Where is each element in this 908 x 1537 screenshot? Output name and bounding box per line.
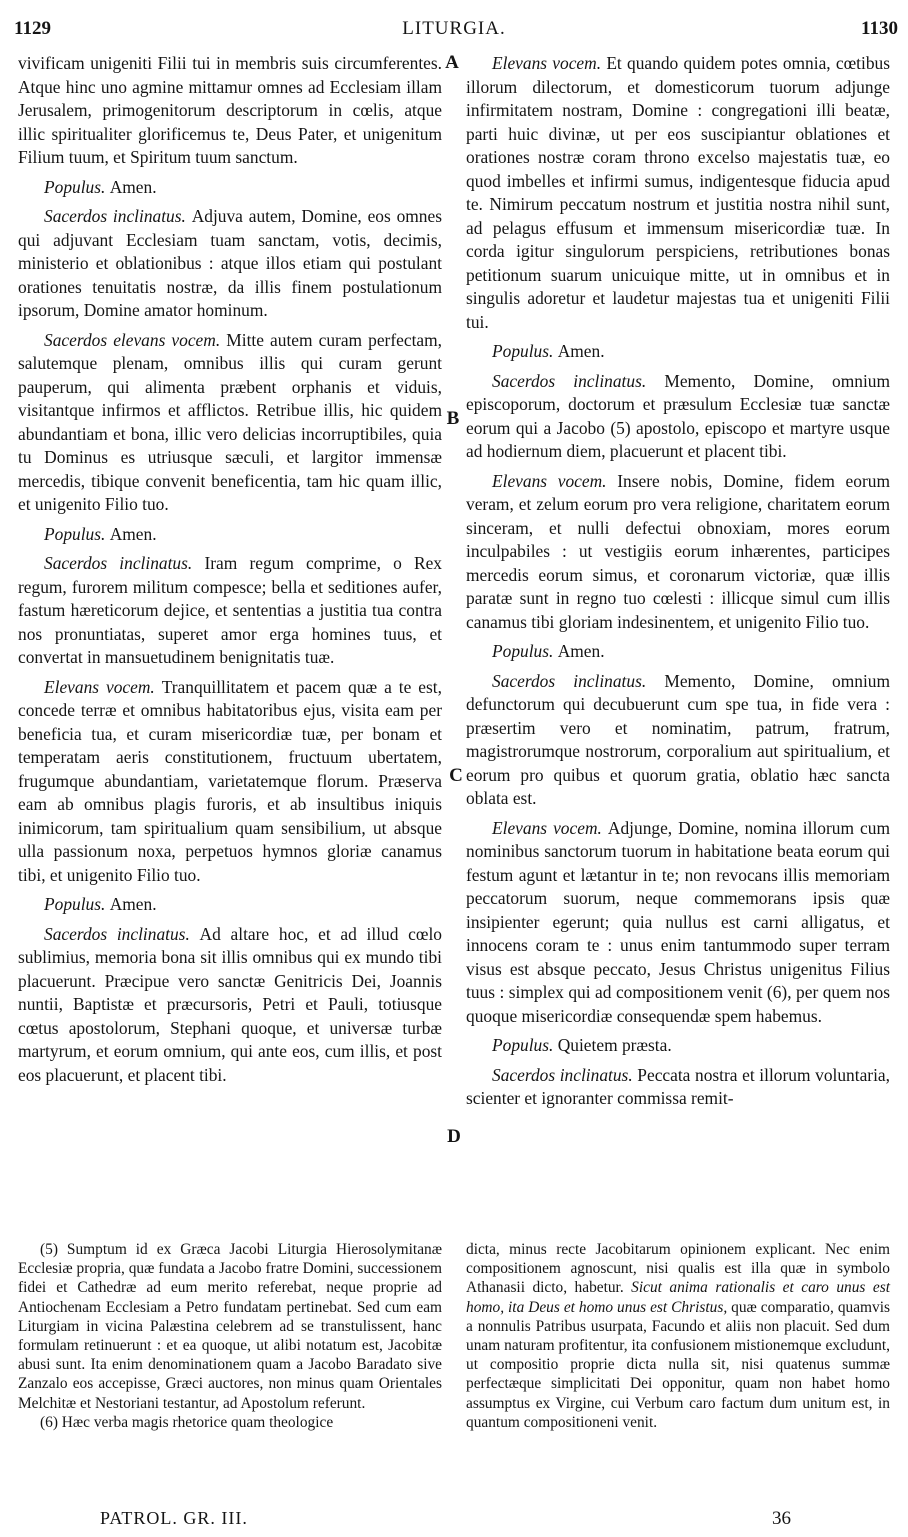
footnotes-right [466, 1240, 890, 1432]
page-number-left: 1129 [14, 18, 51, 39]
paragraph-text: Adjunge, Domine, nomina illorum cum nominibus sanctorum tuorum in habitatione beata eorum qui festum agunt et lætantur in te; non revocans illis memoriam peccatorum suorum, neque commemorans ipsis quæ insipienter egerunt; quia nullus est carni alligatus, et innocens coram te : unus enim tantummodo super terram visus est absque peccato, Jesus Christus unigenitus Filius tuus : simplex qui ad compositionem venit (6), per quem nos quoque misericordiæ consequendæ spem habemus. [466, 817, 890, 1026]
speaker: Populus. [44, 523, 106, 544]
footnote-text: quæ comparatio, quamvis a nonnulis Patribus usurpata, Facundo et aliis non placuit. Sed dum unam naturam profitentur, ita confusionem mistionemque excludunt, ut compositio proprie dicta nulla sit, nisi quatenus summæ perfectæque simplicitati Dei opponitur, quam non habet homo assumptus ex Virgine, cui Verbum caro factum dum unitum est, in quantum compositioneni venit. [466, 1298, 890, 1431]
margin-letter-d: D [447, 1126, 461, 1147]
paragraph [18, 329, 442, 517]
paragraph-text: Adjuva autem, Domine, eos omnes qui adjuvant Ecclesiam tuam sanctam, votis, decimis, ministerio et oblationibus : atque illos etiam qui postulant orationes tenuitatis nostræ, da illis finem postulationum ipsorum, Domine amator hominum. [18, 206, 442, 320]
speaker: Elevans vocem. [44, 676, 155, 697]
paragraph-text: Memento, Domine, omnium defunctorum qui decubuerunt cum spe tua, in fide vera : præsertim vero et nominatim, patrum, fratrum, magistrorumque nostrorum, corporalium aut spiritualium, et eorum pro quibus et quorum gratia, oblatio hæc sancta oblata est. [466, 670, 890, 808]
speaker: Elevans vocem. [492, 470, 607, 491]
paragraph [466, 1064, 890, 1111]
paragraph [466, 1034, 890, 1058]
speaker: Sacerdos inclinatus. [44, 923, 190, 944]
paragraph [18, 52, 442, 170]
paragraph [466, 52, 890, 334]
footnote-5: (5) Sumptum id ex Græca Jacobi Liturgia Hierosolymitanæ Ecclesiæ propria, quæ fundata a Jacobo fratre Domini, successionem fidei et Cathedræ ad eum merito referebat, neque proprie ad Antiochenam Ecclesiam a Petro fundatam pertinebat. Sed cum eam Liturgiam in vicina Palæstina celebrem ad se transtulissent, hanc formulam retinuerunt : et ea quoque, ut alibi notatum est, Jacobitæ abusi sunt. Ita enim denominationem quam a Jacobo Baradato sive Zanzalo eos accepisse, Græci auctores, non minus quam Orientales Melchitæ et Nestoriani testantur, ad Apostolum referunt. [18, 1241, 442, 1412]
paragraph-text: Et quando quidem potes omnia, cœtibus illorum dilectorum, et domesticorum tuorum adjunge infirmitatem nostram, Domine : congregationi illi beatæ, parti huic divinæ, ut per eos suscipiantur oblationes et orationes nostræ coram throno excelso majestatis tuæ, eo quod imbelles et infirmi sumus, indigentesque fiducia apud te. Nimirum peccatum nostrum et justitia nostra nihil sunt, ad pelagus effusum et immensum misericordiæ tuæ. In corda igitur singulorum perspiciens, retributiones bonas petitionum suarum unicuique mitte, ut in omnibus et in singulis adoretur et laudetur majestas tua et unigeniti Filii tui. [466, 53, 890, 332]
paragraph [18, 176, 442, 200]
paragraph-text: Quietem præsta. [557, 1035, 672, 1055]
footer-series: PATROL. GR. III. [100, 1508, 248, 1528]
speaker: Populus. [492, 1035, 554, 1055]
left-column [18, 52, 442, 1087]
paragraph [466, 470, 890, 635]
speaker: Sacerdos inclinatus. [44, 206, 186, 226]
speaker: Elevans vocem. [492, 53, 602, 73]
right-column [466, 52, 890, 1111]
footnote-6-continued [466, 1240, 890, 1432]
paragraph-text: Amen. [109, 894, 157, 914]
speaker: Sacerdos inclinatus. [492, 670, 647, 691]
speaker: Sacerdos inclinatus. [44, 553, 193, 573]
paragraph-text: Tranquillitatem et pacem quæ a te est, concede terræ et omnibus habitatoribus ejus, visita eam per beneficia tua, et curam misericordiæ tuæ, per bonam et temperatam aeris constitutionem, fructuum ubertatem, frugumque abundantiam, varietatemque florum. Præserva eam ab omnibus plagis furoris, et ab insultibus iniquis inimicorum, tam spiritualium quam sensibilium, ut absque ulla passionum noxa, perpetuos hymnos gloriæ canamus tibi, et unigenito Filio tuo. [18, 676, 442, 885]
paragraph-text: Peccata nostra et illorum voluntaria, scienter et ignoranter commissa remit- [466, 1064, 890, 1108]
paragraph [18, 523, 442, 547]
paragraph-text: Ad altare hoc, et ad illud cœlo sublimius, memoria bona sit illis omnibus qui ex mundo tibi placuerunt. Præcipue vero sanctæ Genitricis Dei, Joannis nuntii, Baptistæ et præcursoris, Petri et Pauli, totiusque cœtus apostolorum, Stephani quoque, et universæ turbæ martyrum, et eorum omnium, qui ante eos, cum illis, et post eos placuerunt, et placent tibi. [18, 923, 442, 1085]
footnote-6-start: (6) Hæc verba magis rhetorice quam theologice [40, 1413, 334, 1431]
paragraph [466, 817, 890, 1029]
speaker: Elevans vocem. [492, 817, 602, 838]
paragraph-text: Mitte autem curam perfectam, salutemque plenam, omnibus illis qui curam gerunt pauperum, qui alimenta præbent orphanis et viduis, visitantque infirmos et afflictos. Retribue illis, hic quidem abundantiam et bona, illic vero delicias incorruptibiles, quia tu Dominus es utriusque sæculi, et largitor immensæ mercedis, tibique convenit beneficentia, tam hic quam illic, et unigenito Filio tuo. [18, 329, 442, 514]
margin-letter-c: C [449, 765, 463, 786]
paragraph [466, 340, 890, 364]
paragraph [18, 676, 442, 888]
footnotes-left [18, 1240, 442, 1432]
speaker: Sacerdos elevans vocem. [44, 329, 221, 350]
speaker: Sacerdos inclinatus. [492, 1064, 633, 1085]
paragraph [18, 893, 442, 917]
margin-letter-b: B [446, 408, 460, 429]
paragraph-text: Amen. [557, 341, 605, 361]
page-header [0, 0, 908, 40]
paragraph-text: vivificam unigeniti Filii tui in membris suis circumferentes. Atque hinc uno agmine mittamur omnes ad Ecclesiam illam Jerusalem, primogenitorum descriptorum in cœlis, atque illic spiritualiter glorificemus te, Deus Pater, et unigenitum Filium tuum, et Spiritum tuum sanctum. [18, 53, 442, 167]
footnote-quote: Sicut anima rationalis et caro unus est homo, ita Deus et homo unus est Christus, [466, 1279, 890, 1316]
margin-letter-a: A [445, 52, 459, 73]
paragraph [18, 205, 442, 323]
paragraph-text: Insere nobis, Domine, fidem eorum veram, et zelum eorum pro vera religione, charitatem eorum sinceram, et nulli defectui obnoxiam, mores eorum inculpabiles : ut vestigiis eorum inhærentes, participes mercedis eorum simus, et coronarum victoriæ, quæ illis paratæ sunt in regno tuo cœlesti : illicque simul cum illis canamus tibi gloriam indesinentem, et unigenito Filio tuo. [466, 470, 890, 632]
page-number-right: 1130 [861, 18, 898, 39]
paragraph-text: Iram regum comprime, o Rex regum, furorem militum compesce; bella et seditiones aufer, fastum hæreticorum dejice, et sententias a justitia tua contra nos pronuntiatas, superet amor erga homines tuus, et convertat in mansuetudinem benignitatis tuæ. [18, 553, 442, 667]
paragraph [18, 923, 442, 1088]
footer-signature: 36 [772, 1508, 791, 1529]
paragraph-text: Memento, Domine, omnium episcoporum, doctorum et præsulum Ecclesiæ tuæ sanctæ eorum qui a Jacobo (5) apostolo, episcopo et martyre usque ad hodiernum diem, placuerunt et placent tibi. [466, 370, 890, 461]
speaker: Populus. [44, 176, 106, 197]
paragraph [466, 640, 890, 664]
running-title: LITURGIA. [402, 18, 506, 39]
paragraph [466, 670, 890, 811]
paragraph-text: Amen. [109, 176, 157, 197]
paragraph [18, 552, 442, 670]
speaker: Populus. [44, 894, 106, 914]
paragraph-text: Amen. [109, 523, 157, 544]
paragraph [466, 370, 890, 464]
speaker: Populus. [492, 641, 554, 661]
speaker: Populus. [492, 341, 554, 361]
speaker: Sacerdos inclinatus. [492, 370, 647, 391]
footnote-text: dicta, minus recte Jacobitarum opinionem explicant. Nec enim compositionem agnoscunt, nisi qualis est illa quæ in symbolo Athanasii dicto, habetur. [466, 1241, 890, 1297]
paragraph-text: Amen. [557, 641, 605, 661]
